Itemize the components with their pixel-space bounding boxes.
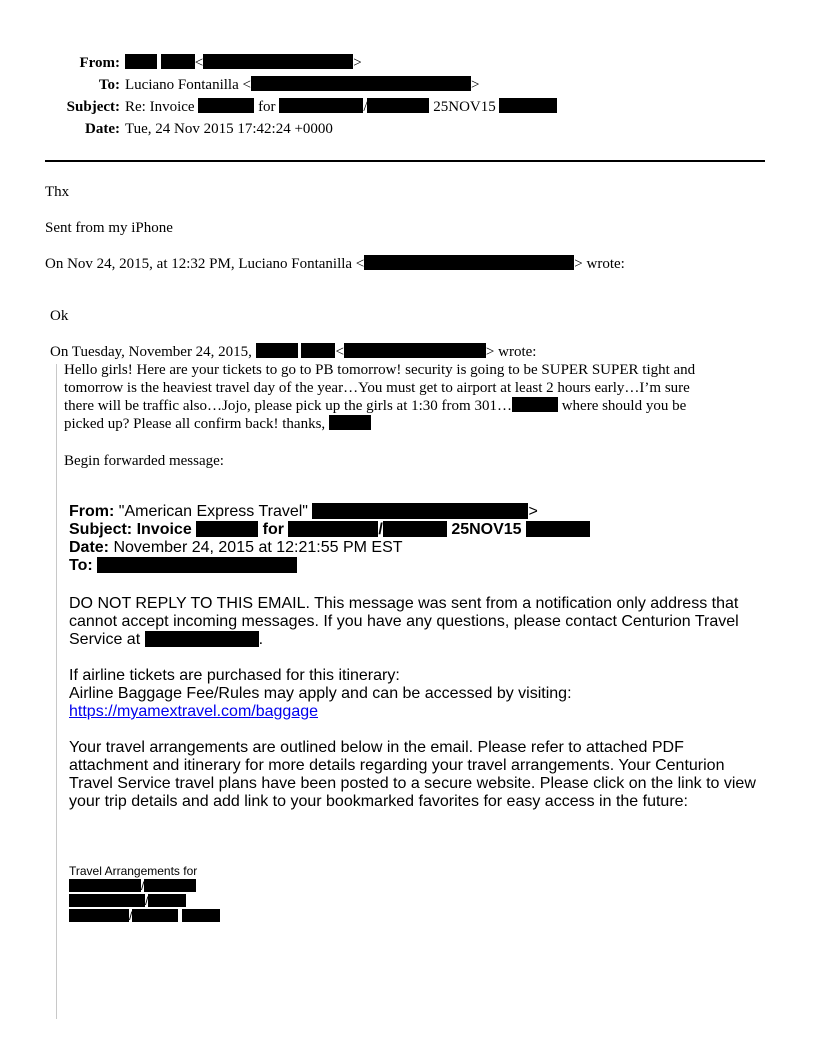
forward-date-row	[69, 539, 403, 557]
date-label: Date:	[85, 121, 120, 137]
redaction	[499, 98, 557, 113]
redaction	[182, 909, 220, 922]
subject-date: 25NOV15	[433, 99, 496, 115]
forward-from-label: From:	[69, 503, 115, 520]
message-line	[64, 397, 695, 415]
forward-from-value: "American Express Travel"	[118, 503, 308, 520]
reply-attribution	[45, 255, 625, 273]
traveler-row: /	[69, 879, 196, 893]
redaction	[344, 343, 486, 358]
redaction	[288, 521, 378, 537]
date-value: Tue, 24 Nov 2015 17:42:24 +0000	[125, 121, 333, 137]
redaction	[196, 521, 258, 537]
redaction	[251, 76, 471, 91]
to-name: Luciano Fontanilla <	[125, 77, 251, 93]
forwarded-label: Begin forwarded message:	[64, 453, 224, 469]
paragraph-line: If airline tickets are purchased for this itinerary:	[69, 667, 400, 684]
arrangements-label: Travel Arrangements for	[69, 864, 198, 878]
quoted-ok-text: Ok	[50, 308, 69, 324]
message-line: tomorrow is the heaviest travel day of the year…You must get to airport at least 2 hours early…I’m sure	[64, 380, 690, 396]
from-value: < >	[125, 54, 362, 72]
redaction	[148, 894, 186, 907]
paragraph-line: Travel Service travel plans have been posted to a secure website. Please click on the link to view	[69, 775, 756, 792]
header-divider	[45, 160, 765, 162]
message-line-part: there will be traffic also…Jojo, please pick up the girls at 1:30 from 301…	[64, 398, 512, 414]
attribution-suffix: > wrote:	[574, 256, 625, 272]
forward-to-label: To:	[69, 557, 93, 574]
subject-label: Subject:	[66, 99, 120, 115]
attribution-prefix: On Nov 24, 2015, at 12:32 PM, Luciano Fontanilla <	[45, 256, 365, 272]
forward-date-label: Date:	[69, 539, 110, 556]
paragraph-line: DO NOT REPLY TO THIS EMAIL. This message was sent from a notification only address that	[69, 595, 739, 612]
redaction	[203, 54, 353, 69]
from-label: From:	[79, 55, 120, 71]
paragraph-line: Airline Baggage Fee/Rules may apply and can be accessed by visiting:	[69, 685, 572, 702]
redaction	[145, 631, 259, 647]
quote-bar	[56, 364, 57, 1019]
traveler-row: /	[69, 909, 220, 923]
traveler-row: /	[69, 894, 186, 908]
reply-signature: Sent from my iPhone	[45, 220, 173, 236]
redaction	[97, 557, 297, 573]
redaction	[69, 879, 141, 892]
redaction	[132, 909, 178, 922]
redaction	[256, 343, 298, 358]
redaction	[198, 98, 254, 113]
paragraph-line: attachment and itinerary for more details regarding your travel arrangements. Your Centurion	[69, 757, 725, 774]
paragraph-line: Your travel arrangements are outlined below in the email. Please refer to attached PDF	[69, 739, 684, 756]
redaction	[279, 98, 363, 113]
paragraph-line: cannot accept incoming messages. If you have any questions, please contact Centurion Travel	[69, 613, 739, 630]
forward-from-row: From: "American Express Travel" >	[69, 503, 538, 520]
message-line: Hello girls! Here are your tickets to go to PB tomorrow! security is going to be SUPER SUPER tight and	[64, 362, 696, 378]
to-value: Luciano Fontanilla < >	[125, 77, 480, 93]
redaction	[161, 54, 195, 69]
subject-value: Re: Invoice for / 25NOV15	[125, 98, 557, 116]
quoted-attribution: On Tuesday, November 24, 2015, < > wrote:	[50, 344, 537, 360]
redaction	[364, 255, 574, 270]
email-header	[0, 54, 816, 144]
redaction	[512, 397, 558, 412]
paragraph-line: Service at .	[69, 631, 264, 648]
forward-subject-date: 25NOV15	[451, 521, 522, 538]
forward-to-row	[69, 557, 297, 575]
redaction	[69, 909, 129, 922]
message-line-part: picked up? Please all confirm back! thanks,	[64, 416, 326, 432]
message-body	[64, 361, 695, 433]
redaction	[301, 343, 335, 358]
redaction	[367, 98, 429, 113]
redaction	[144, 879, 196, 892]
subject-for: for	[258, 99, 276, 115]
redaction	[329, 415, 371, 430]
paragraph-line: your trip details and add link to your bookmarked favorites for easy access in the future:	[69, 793, 688, 810]
message-line	[64, 415, 695, 433]
forward-date-value: November 24, 2015 at 12:21:55 PM EST	[113, 539, 403, 556]
to-label: To:	[98, 77, 120, 93]
attribution-prefix: On Tuesday, November 24, 2015,	[50, 344, 252, 360]
message-line-part: where should you be	[561, 398, 687, 414]
reply-text: Thx	[45, 184, 70, 200]
redaction	[526, 521, 590, 537]
redaction	[383, 521, 447, 537]
redaction	[125, 54, 157, 69]
redaction	[312, 503, 528, 519]
forward-subject-invoice: Invoice	[136, 521, 192, 538]
forward-subject-row: Subject: Invoice for / 25NOV15	[69, 521, 590, 539]
redaction	[69, 894, 145, 907]
paragraph-line-part: Service at	[69, 631, 141, 648]
subject-prefix: Re: Invoice	[125, 99, 195, 115]
attribution-suffix: > wrote:	[485, 344, 537, 360]
forward-subject-label: Subject:	[69, 521, 133, 538]
forward-subject-for: for	[262, 521, 284, 538]
baggage-link[interactable]: https://myamextravel.com/baggage	[69, 703, 319, 720]
